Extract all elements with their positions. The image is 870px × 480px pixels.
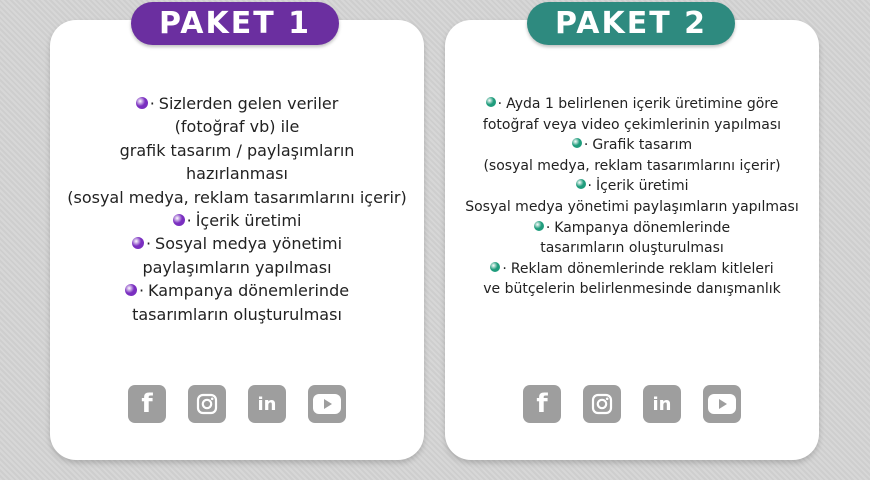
feature-line (50, 162, 424, 185)
feature-line (50, 139, 424, 162)
instagram-icon[interactable] (188, 385, 226, 423)
feature-text: tasarımların oluşturulması (132, 304, 342, 324)
instagram-icon[interactable] (583, 385, 621, 423)
feature-line (50, 186, 424, 209)
paket-2-features (445, 94, 819, 300)
linkedin-icon[interactable]: in (643, 385, 681, 423)
bullet-separator: · (497, 96, 503, 112)
youtube-icon[interactable] (308, 385, 346, 423)
feature-text: Kampanya dönemlerinde (554, 219, 731, 236)
feature-line (445, 156, 819, 177)
bullet-dot-icon (576, 179, 586, 189)
youtube-icon[interactable] (703, 385, 741, 423)
bullet-dot-icon (486, 97, 496, 107)
feature-text: ve bütçelerin belirlenmesinde danışmanlık (483, 281, 781, 298)
paket-2-title: PAKET 2 (527, 2, 735, 45)
paket-1-social-icons (50, 385, 424, 423)
feature-text: tasarımların oluşturulması (540, 240, 724, 257)
bullet-dot-icon (490, 262, 500, 272)
feature-text: (sosyal medya, reklam tasarımlarını içerir) (483, 157, 781, 174)
feature-line (445, 259, 819, 280)
feature-text: paylaşımların yapılması (142, 257, 332, 277)
feature-text: Grafik tasarım (592, 137, 693, 154)
feature-line (50, 92, 424, 115)
bullet-dot-icon (534, 221, 544, 231)
feature-line (445, 238, 819, 259)
feature-line (445, 94, 819, 115)
feature-line (445, 218, 819, 239)
bullet-separator: · (145, 234, 152, 254)
bullet-dot-icon (572, 138, 582, 148)
feature-text: (sosyal medya, reklam tasarımlarını içerir) (67, 187, 407, 207)
feature-text: Ayda 1 belirlenen içerik üretimine göre (506, 96, 779, 112)
bullet-dot-icon (136, 97, 148, 109)
feature-text: Sosyal medya yönetimi paylaşımların yapılması (465, 198, 799, 215)
bullet-separator: · (587, 178, 592, 195)
paket-1-features (50, 92, 424, 326)
bullet-separator: · (583, 137, 589, 154)
feature-line (50, 303, 424, 326)
paket-2-card (445, 20, 819, 460)
feature-line (50, 279, 424, 302)
bullet-dot-icon (173, 214, 185, 226)
facebook-icon[interactable]: f (523, 385, 561, 423)
feature-text: (fotoğraf vb) ile (174, 117, 300, 137)
feature-line (445, 176, 819, 197)
facebook-icon[interactable]: f (128, 385, 166, 423)
bullet-separator: · (149, 94, 155, 113)
feature-line (50, 256, 424, 279)
feature-line (50, 232, 424, 255)
bullet-dot-icon (132, 237, 144, 249)
feature-text: hazırlanması (186, 164, 288, 184)
feature-text: Sosyal medya yönetimi (155, 234, 343, 254)
feature-line (445, 135, 819, 156)
bullet-separator: · (138, 281, 145, 301)
feature-text: Reklam dönemlerinde reklam kitleleri (510, 260, 774, 277)
bullet-dot-icon (125, 284, 137, 296)
feature-text: Kampanya dönemlerinde (148, 281, 350, 301)
feature-line (50, 209, 424, 232)
paket-1-title: PAKET 1 (131, 2, 339, 45)
feature-line (445, 197, 819, 218)
paket-2-social-icons (445, 385, 819, 423)
paket-1-card (50, 20, 424, 460)
bullet-separator: · (186, 211, 192, 231)
feature-text: fotoğraf veya video çekimlerinin yapılması (482, 116, 782, 133)
feature-text: grafik tasarım / paylaşımların (119, 140, 355, 160)
feature-line (445, 279, 819, 300)
linkedin-icon[interactable]: in (248, 385, 286, 423)
feature-text: İçerik üretimi (595, 178, 689, 195)
feature-line (445, 115, 819, 136)
bullet-separator: · (502, 260, 507, 277)
feature-text: Sizlerden gelen veriler (158, 94, 339, 113)
feature-text: İçerik üretimi (195, 211, 302, 231)
bullet-separator: · (545, 219, 551, 236)
feature-line (50, 115, 424, 138)
